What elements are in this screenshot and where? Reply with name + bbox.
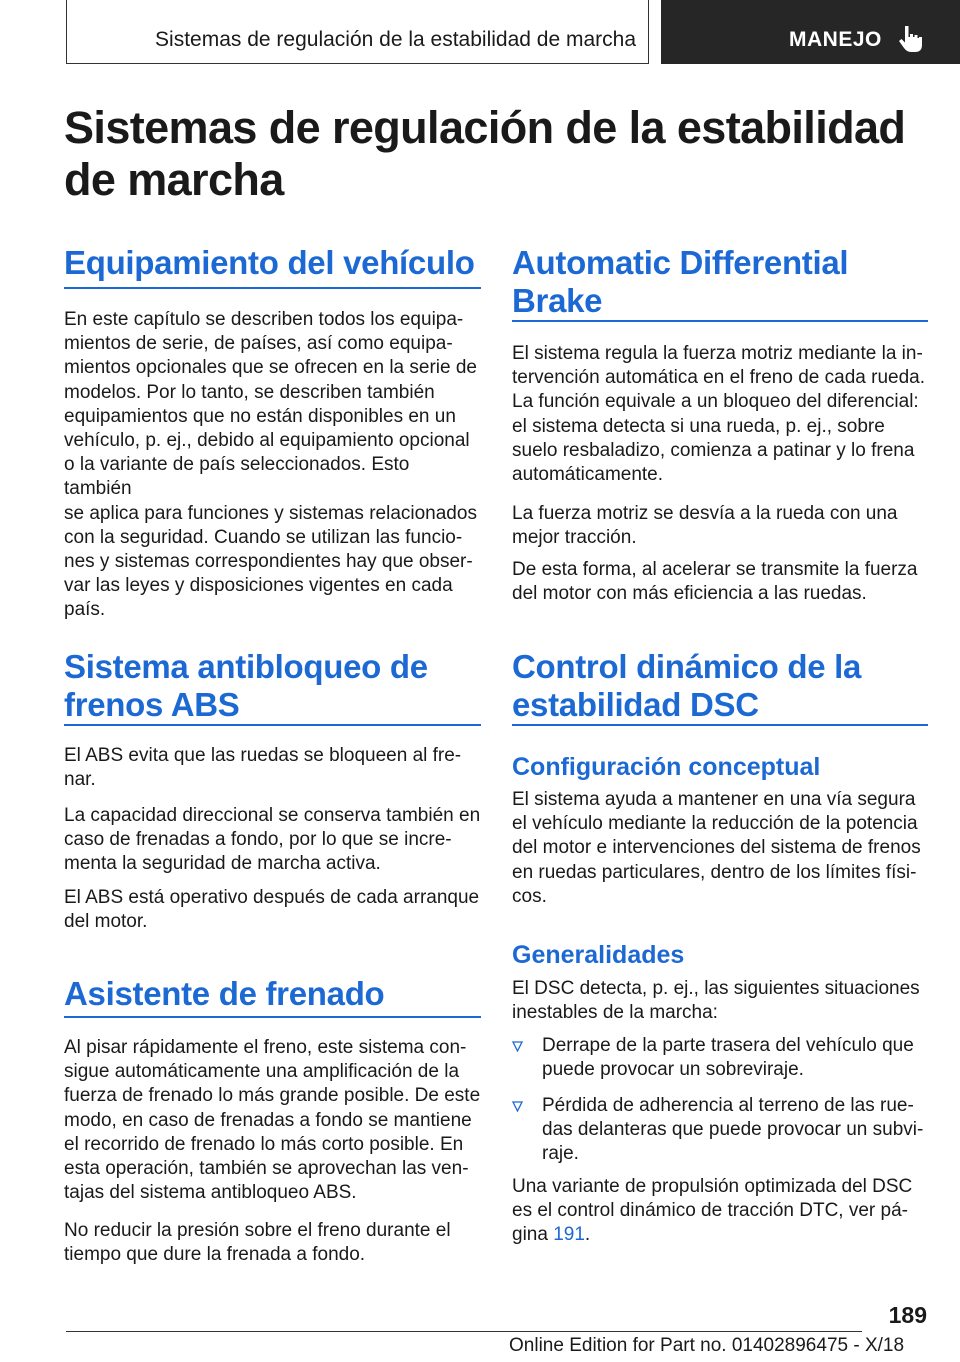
paragraph-equipamiento: En este capítulo se describen todos los equipa- mientos de serie, de países, así como equipa- mientos opcionales que se ofrecen en la serie de modelos. Por lo tanto, se describen también equipamientos que no están disponibles en un vehículo, p. ej., debido al equipamiento opcional o la variante de país seleccionados. Esto también se aplica para funciones y sistemas relacionados con la seguridad. Cuando se utilizan las funcio- nes y sistemas correspondientes hay que obser- var las leyes y disposiciones vigentes en cada país. [64, 309, 477, 621]
heading-asistente: Asistente de frenado [64, 975, 385, 1012]
heading-abs: Sistema antibloqueo de frenos ABS [64, 648, 428, 723]
header-section-label: MANEJO [789, 28, 882, 51]
paragraph-asistente-2: No reducir la presión sobre el freno durante el tiempo que dure la frenada a fondo. [64, 1220, 451, 1266]
paragraph-variante: Una variante de propulsión optimizada del DSC es el control dinámico de tracción DTC, ver pá- gina 191. [512, 1176, 913, 1246]
list-item: Derrape de la parte trasera del vehículo que puede provocar un sobreviraje. [512, 1034, 928, 1082]
paragraph-abs-2: La capacidad direccional se conserva también en caso de frenadas a fondo, por lo que se incre- menta la seguridad de marcha activa. [64, 805, 481, 875]
header-chapter-box [66, 0, 649, 64]
subheading-generalidades: Generalidades [512, 941, 685, 969]
heading-rule [64, 287, 481, 289]
heading-rule [512, 724, 928, 726]
paragraph-configuracion: El sistema ayuda a mantener en una vía segura el vehículo mediante la reducción de la potencia del motor e intervenciones del sistema de frenos en ruedas particulares, dentro de los límites físi- cos. [512, 789, 921, 907]
heading-rule [64, 1016, 481, 1018]
page-number: 189 [888, 1302, 927, 1328]
paragraph-abs-1: El ABS evita que las ruedas se bloqueen al fre- nar. [64, 745, 462, 791]
header-section-tab [661, 0, 960, 64]
header-chapter-title: Sistemas de regulación de la estabilidad de marcha [155, 28, 636, 51]
footer-rule [66, 1331, 862, 1332]
paragraph-generalidades: El DSC detecta, p. ej., las siguientes situaciones inestables de la marcha: [512, 978, 920, 1024]
heading-rule [64, 724, 481, 726]
triangle-bullet-icon [512, 1041, 523, 1052]
page-title: Sistemas de regulación de la estabilidad de marcha [64, 102, 906, 205]
heading-adb: Automatic Differential Brake [512, 244, 849, 319]
page-ref-link[interactable]: 191 [553, 1224, 585, 1246]
paragraph-adb-1: El sistema regula la fuerza motriz mediante la in- tervención automática en el freno de cada rueda. La función equivale a un bloqueo del diferencial: el sistema detecta si una rueda, p. ej., sobre suelo resbaladizo, comienza a patinar y lo frena automáticamente. [512, 343, 925, 486]
hand-pointer-icon [896, 24, 924, 54]
paragraph-abs-3: El ABS está operativo después de cada arranque del motor. [64, 887, 480, 933]
heading-equipamiento: Equipamiento del vehículo [64, 244, 475, 281]
paragraph-adb-3: De esta forma, al acelerar se transmite la fuerza del motor con más eficiencia a las ruedas. [512, 559, 918, 605]
heading-dsc: Control dinámico de la estabilidad DSC [512, 648, 862, 723]
list-item: Pérdida de adherencia al terreno de las rue- das delanteras que puede provocar un subvi- raje. [512, 1094, 928, 1167]
subheading-configuracion: Configuración conceptual [512, 753, 821, 781]
footer-edition: Online Edition for Part no. 01402896475 - X/18 [509, 1335, 905, 1356]
triangle-bullet-icon [512, 1101, 523, 1112]
paragraph-asistente-1: Al pisar rápidamente el freno, este sistema con- sigue automáticamente una amplificación de la fuerza de frenado lo más grande posible. De este modo, en caso de frenadas a fondo se mantiene el recorrido de frenado lo más corto posible. En esta operación, también se aprovechan las ven- tajas del sistema antibloqueo ABS. [64, 1037, 481, 1204]
paragraph-adb-2: La fuerza motriz se desvía a la rueda con una mejor tracción. [512, 503, 898, 549]
heading-rule [512, 320, 928, 322]
